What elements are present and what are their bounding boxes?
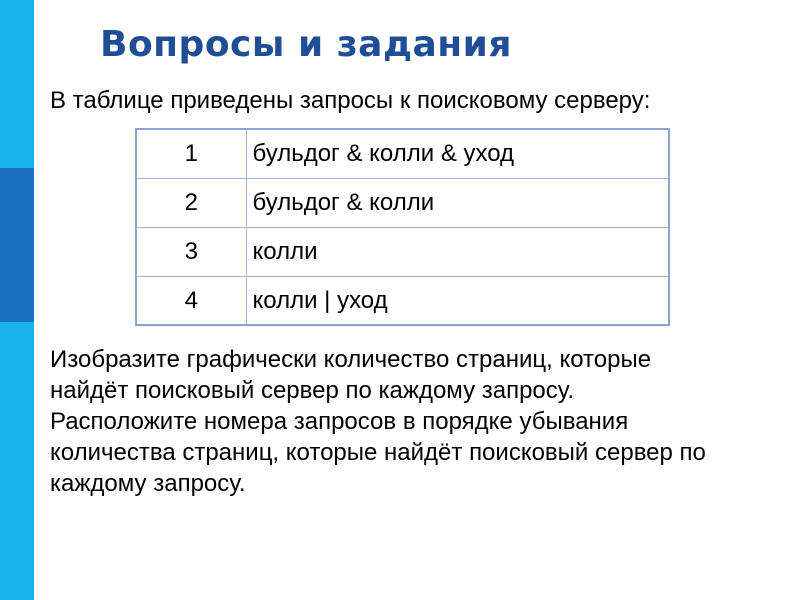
- table-row: [136, 178, 669, 227]
- intro-text: В таблице приведены запросы к поисковому серверу:: [50, 87, 651, 114]
- query-text: колли: [246, 227, 669, 276]
- table-row: [136, 129, 669, 178]
- query-table: [135, 128, 670, 326]
- sidebar-accent-dark: [0, 168, 34, 322]
- task-line: Изобразите графически количество страниц, которые: [50, 346, 652, 373]
- query-text: колли | уход: [246, 276, 669, 325]
- slide-title: Вопросы и задания: [100, 24, 513, 65]
- query-number: 4: [136, 276, 246, 325]
- query-number: 1: [136, 129, 246, 178]
- query-text: бульдог & колли & уход: [246, 129, 669, 178]
- task-line: Расположите номера запросов в порядке убывания: [50, 408, 629, 435]
- table-row: [136, 276, 669, 325]
- query-number: 2: [136, 178, 246, 227]
- table-row: [136, 227, 669, 276]
- task-line: количества страниц, которые найдёт поисковый сервер по: [50, 439, 706, 466]
- query-text: бульдог & колли: [246, 178, 669, 227]
- task-line: найдёт поисковый сервер по каждому запросу.: [50, 377, 575, 404]
- task-line: каждому запросу.: [50, 470, 246, 497]
- task-text: [50, 344, 790, 499]
- query-number: 3: [136, 227, 246, 276]
